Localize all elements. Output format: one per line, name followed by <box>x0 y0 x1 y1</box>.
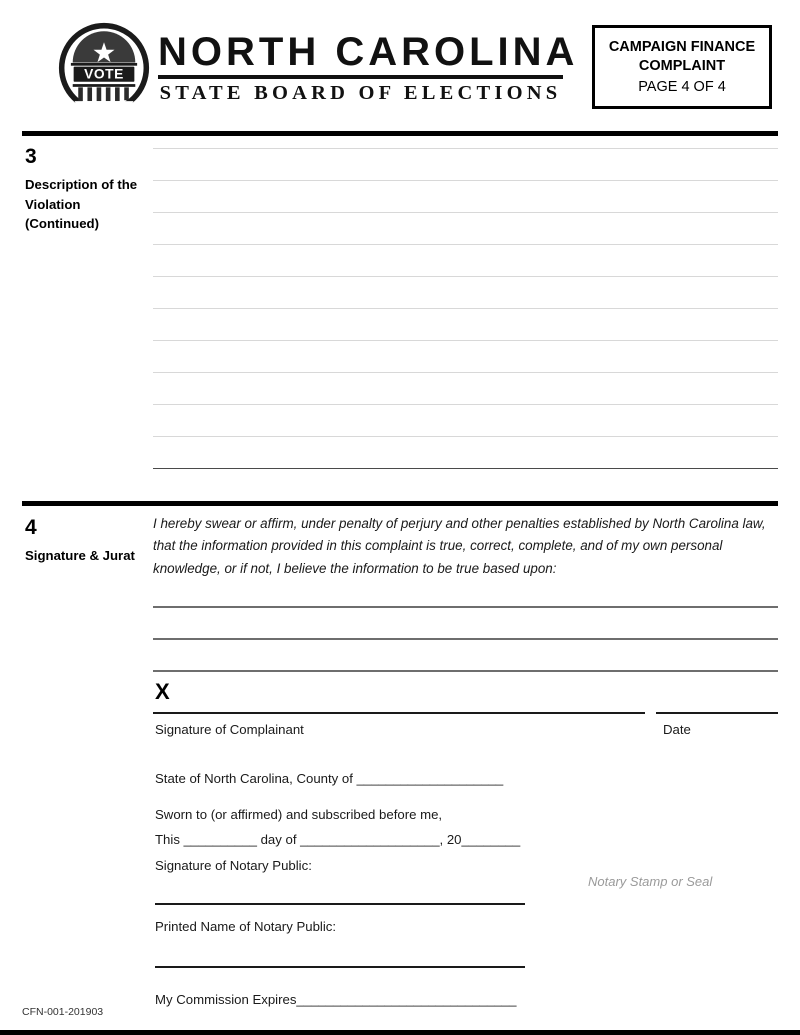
notary-sworn-before-line: Sworn to (or affirmed) and subscribed before me, <box>155 807 443 822</box>
notary-printed-name-label: Printed Name of Notary Public: <box>155 919 337 934</box>
section-4-number: 4 <box>25 516 37 539</box>
ruled-line[interactable] <box>153 404 778 405</box>
form-title-line-2: COMPLAINT <box>638 57 726 74</box>
section-4-label: Signature & Jurat <box>25 548 135 563</box>
form-title-line-1: CAMPAIGN FINANCE <box>608 38 756 55</box>
date-caption: Date <box>663 722 691 737</box>
ruled-line[interactable] <box>153 308 778 309</box>
vote-seal-icon <box>58 22 150 114</box>
ruled-line[interactable] <box>153 340 778 341</box>
ruled-line[interactable] <box>153 276 778 277</box>
ruled-line[interactable] <box>153 180 778 181</box>
form-title-box <box>592 25 772 109</box>
section-divider-middle <box>22 501 778 506</box>
page-indicator: PAGE 4 OF 4 <box>638 78 726 95</box>
sworn-statement-text: I hereby swear or affirm, under penalty of perjury and other penalties established by North Carolina law, that the information provided in this complaint is true, correct, complete, and of my own personal knowledge, or if not, I believe the information to be true based upon: <box>153 516 766 576</box>
signature-line[interactable] <box>153 712 645 714</box>
section-3-number: 3 <box>25 145 37 168</box>
violation-description-writing-area[interactable] <box>153 148 778 469</box>
footer-rule <box>0 1030 800 1035</box>
wordmark-state-board-of-elections: STATE BOARD OF ELECTIONS <box>159 82 562 104</box>
ruled-line[interactable] <box>153 372 778 373</box>
ruled-line[interactable] <box>153 244 778 245</box>
wordmark-north-carolina: NORTH CAROLINA <box>158 30 579 74</box>
ruled-line[interactable] <box>153 212 778 213</box>
form-code: CFN-001-201903 <box>22 1006 104 1018</box>
ruled-line[interactable] <box>153 148 778 149</box>
jurat-write-line[interactable] <box>153 606 778 608</box>
svg-text:VOTE: VOTE <box>84 66 124 82</box>
wordmark-underline-rule <box>158 75 563 79</box>
signature-x-mark: X <box>155 679 170 704</box>
document-header <box>0 0 800 125</box>
notary-stamp-or-seal-hint: Notary Stamp or Seal <box>588 874 713 889</box>
notary-printed-name-rule[interactable] <box>155 966 525 968</box>
notary-state-county-line[interactable]: State of North Carolina, County of ____________________ <box>155 771 504 786</box>
section-3-label: Description of the Violation (Continued) <box>25 177 138 231</box>
signature-caption: Signature of Complainant <box>155 722 304 737</box>
agency-logo <box>58 22 578 114</box>
notary-date-line[interactable]: This __________ day of ___________________, 20________ <box>155 832 521 847</box>
section-divider-top <box>22 131 778 136</box>
notary-signature-rule[interactable] <box>155 903 525 905</box>
ruled-line[interactable] <box>153 468 778 469</box>
jurat-write-line[interactable] <box>153 670 778 672</box>
date-line[interactable] <box>656 712 778 714</box>
notary-signature-label: Signature of Notary Public: <box>155 858 312 873</box>
notary-commission-expires-line[interactable]: My Commission Expires______________________________ <box>155 992 517 1007</box>
jurat-write-line[interactable] <box>153 638 778 640</box>
agency-wordmark <box>158 22 578 105</box>
ruled-line[interactable] <box>153 436 778 437</box>
